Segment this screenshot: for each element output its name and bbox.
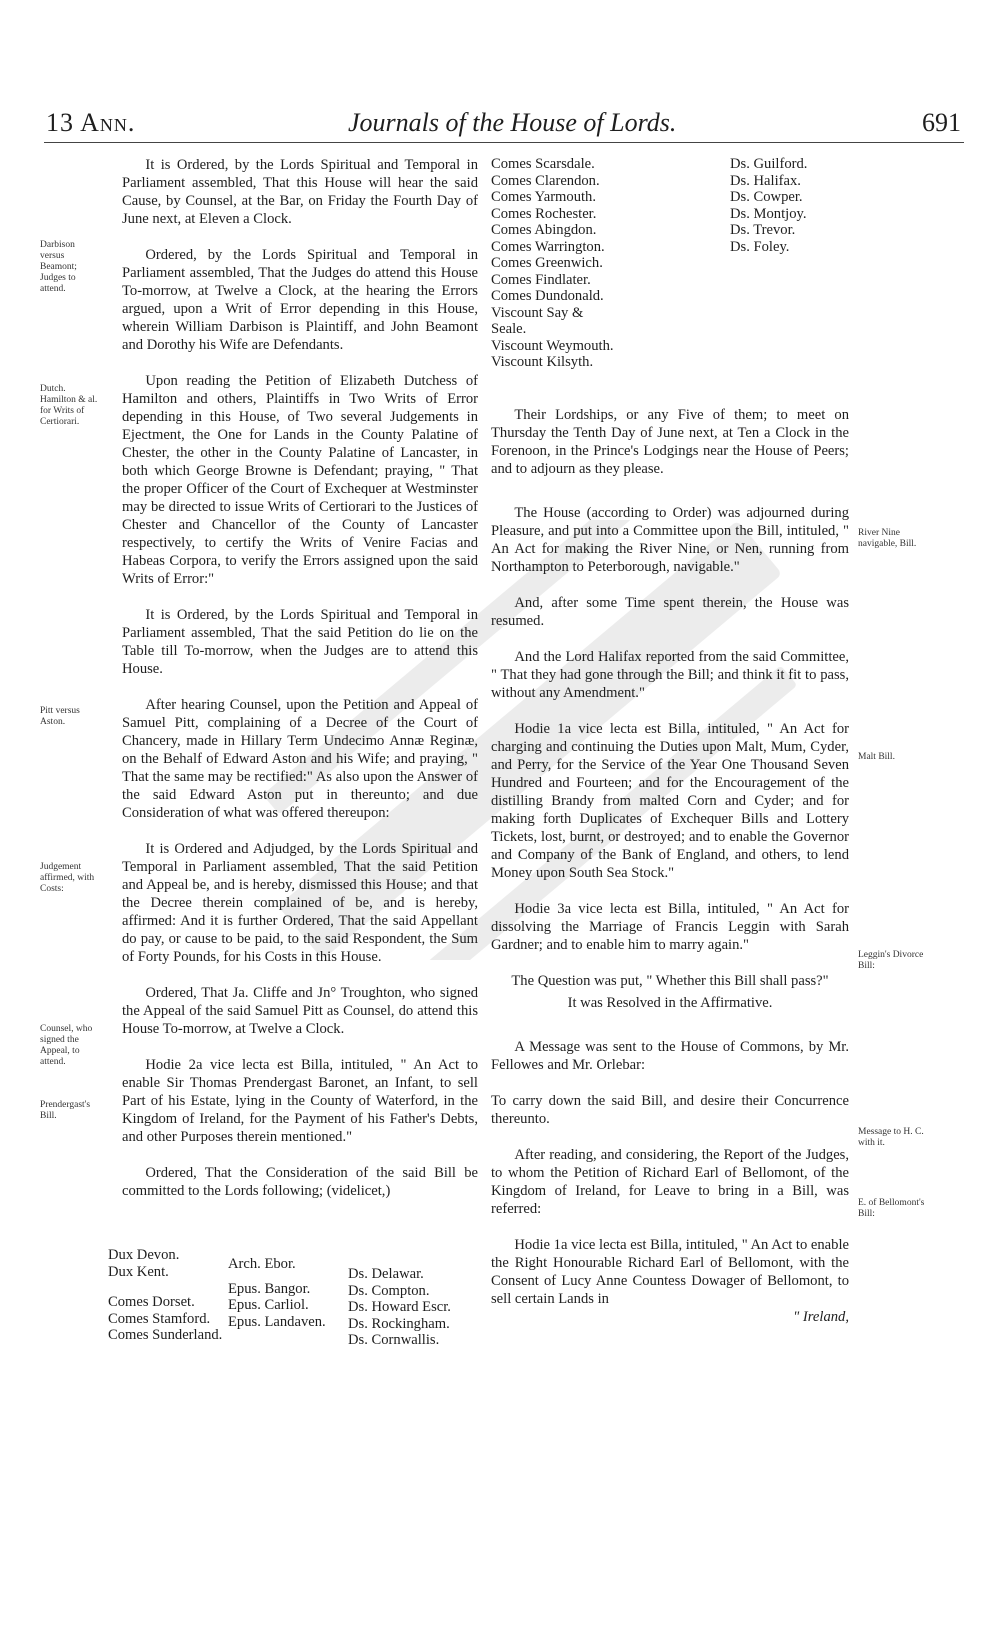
committee-member: Epus. Landaven. <box>228 1313 326 1330</box>
committee-member: Comes Clarendon. <box>491 172 600 189</box>
paragraph-hamilton-petition: Upon reading the Petition of Elizabeth Dutchess of Hamilton and others, Plaintiffs in Two Writs of Error depending in this House, of Two several Judgements in Ejectment, the One for Lands in the County Palatine of Chester, the other in the County Palatine of Lancaster, in both which George Browne is Defendant; praying, " That the proper Officer of the Court of Exchequer at Westminster may be directed to issue Writs of Certiorari to the Justices of Chester and Chancellor of the County of Lancaster respectively, to certify the Writs of Venire Facias and Habeas Corpora, to verify the Errors assigned upon the said Writs of Error:" <box>122 373 478 587</box>
committee-member: Viscount Say & Seale. <box>491 304 584 337</box>
page-number: 691 <box>922 108 961 137</box>
margin-note-counsel: Counsel, who signed the Appeal, to attend. <box>40 1024 93 1067</box>
margin-note-hamilton: Dutch. Hamilton & al. for Writs of Certiorari. <box>40 384 98 427</box>
committee-member: Comes Greenwich. <box>491 255 603 271</box>
paragraph-committee-meet: Their Lordships, or any Five of them; to meet on Thursday the Tenth Day of June next, at Ten a Clock in the Forenoon, in the Prince's Lodgings near the House of Peers; and to adjourn as they please. <box>491 407 849 477</box>
committee-list-dukes-earls <box>108 1247 222 1344</box>
paragraph-house-resumed: And, after some Time spent therein, the House was resumed. <box>491 595 849 629</box>
margin-note-river: River Nine navigable, Bill. <box>858 528 917 549</box>
margin-note-prendergast: Prendergast's Bill. <box>40 1100 91 1121</box>
committee-member: Comes Stamford. <box>108 1310 211 1327</box>
committee-member: Ds. Halifax. <box>730 172 801 189</box>
committee-member: Ds. Guilford. <box>730 156 808 172</box>
right-column <box>491 406 849 1326</box>
paragraph-malt-bill: Hodie 1a vice lecta est Billa, intituled, " An Act for charging and continuing the Duties upon Malt, Mum, Cyder, and Perry, for the Service of the Year One Thousand Seven Hundred and Fourteen; and for the Encouragement of the distilling Brandy from malted Corn and Cyder; and for making forth Duplicates of Exchequer Bills and Lottery Tickets, lost, burnt, or destroyed; and to enable the Governor and Company of the Bank of England, and others, to lend Money upon South Sea Stock." <box>491 721 849 881</box>
committee-member: Comes Dorset. <box>108 1294 195 1310</box>
committee-member: Ds. Howard Escr. <box>348 1299 451 1315</box>
left-column <box>122 156 478 1218</box>
committee-member: Ds. Montjoy. <box>730 205 807 222</box>
margin-note-message: Message to H. C. with it. <box>858 1127 924 1148</box>
paragraph-message-commons: A Message was sent to the House of Commons, by Mr. Fellowes and Mr. Orlebar: <box>491 1039 849 1073</box>
committee-list-barons <box>348 1266 451 1349</box>
committee-member: Comes Sunderland. <box>108 1327 223 1343</box>
catchword: " Ireland, <box>793 1309 849 1325</box>
paragraph-bellomont-report: After reading, and considering, the Report of the Judges, to whom the Petition of Richard Earl of Bellomont, of the Kingdom of Ireland, for Leave to bring in a Bill, was referred: <box>491 1147 849 1217</box>
page-title: Journals of the House of Lords. <box>348 108 677 137</box>
paragraph-counsel-attend: Ordered, That Ja. Cliffe and Jn° Troughton, who signed the Appeal of the said Samuel Pitt as Counsel, do attend this House To-morrow, at Twelve a Clock. <box>122 985 478 1037</box>
committee-member: Viscount Weymouth. <box>491 337 614 354</box>
paragraph-leggin-bill: Hodie 3a vice lecta est Billa, intituled, " An Act for dissolving the Marriage of Francis Leggin with Sarah Gardner; and to enable him to marry again." <box>491 901 849 953</box>
committee-member: Ds. Compton. <box>348 1282 430 1299</box>
margin-note-bellomont: E. of Bellomont's Bill: <box>858 1198 925 1219</box>
committee-member: Epus. Carliol. <box>228 1297 309 1313</box>
committee-member: Viscount Kilsyth. <box>491 354 594 370</box>
committee-member: Comes Scarsdale. <box>491 156 595 172</box>
committee-member: Ds. Cornwallis. <box>348 1332 440 1348</box>
committee-member: Dux Kent. <box>108 1263 169 1280</box>
committee-member: Comes Findlater. <box>491 271 591 288</box>
committee-member: Comes Rochester. <box>491 205 597 222</box>
committee-member: Ds. Delawar. <box>348 1266 424 1282</box>
committee-member: Arch. Ebor. <box>228 1256 296 1272</box>
paragraph-resolved: It was Resolved in the Affirmative. <box>567 995 773 1011</box>
paragraph-petition-lie: It is Ordered, by the Lords Spiritual and Temporal in Parliament assembled, That the said Petition do lie on the Table till To-morrow, when the Judges are to attend this House. <box>122 607 478 677</box>
committee-member: Comes Yarmouth. <box>491 189 597 205</box>
committee-member: Comes Dundonald. <box>491 288 604 304</box>
committee-member: Comes Warrington. <box>491 238 605 255</box>
committee-member: Ds. Trevor. <box>730 222 796 238</box>
margin-note-darbison: Darbison versus Beamont; Judges to attend. <box>40 240 77 294</box>
paragraph-question-put: The Question was put, " Whether this Bill shall pass?" <box>511 973 829 989</box>
header-rule <box>44 142 964 143</box>
committee-list-earls-viscounts <box>491 156 631 371</box>
paragraph-halifax-report: And the Lord Halifax reported from the said Committee, " That they had gone through the Bill; and think it fit to pass, without any Amendment." <box>491 649 849 701</box>
paragraph-hear-cause: It is Ordered, by the Lords Spiritual and Temporal in Parliament assembled, That this House will hear the said Cause, by Counsel, at the Bar, on Friday the Fourth Day of June next, at Eleven a Clock. <box>122 157 478 227</box>
committee-list-bishops <box>228 1256 326 1330</box>
margin-note-leggin: Leggin's Divorce Bill: <box>858 950 924 971</box>
committee-member: Dux Devon. <box>108 1247 180 1263</box>
paragraph-prendergast-bill: Hodie 2a vice lecta est Billa, intituled, " An Act to enable Sir Thomas Prendergast Baronet, an Infant, to sell Part of his Estate, lying in the County of Waterford, in the Kingdom of Ireland, for the Payment of his Father's Debts, and other Purposes therein mentioned." <box>122 1057 478 1145</box>
margin-note-judgement: Judgement affirmed, with Costs: <box>40 862 95 894</box>
paragraph-carry-down: To carry down the said Bill, and desire their Concurrence thereunto. <box>491 1093 849 1127</box>
paragraph-committee-order: Ordered, That the Consideration of the said Bill be committed to the Lords following; (videlicet,) <box>122 1165 478 1199</box>
margin-note-pitt: Pitt versus Aston. <box>40 706 80 727</box>
committee-member: Ds. Foley. <box>730 238 790 255</box>
paragraph-river-nine-bill: The House (according to Order) was adjourned during Pleasure, and put into a Committee upon the Bill, intituled, " An Act for making the River Nine, or Nen, running from Northampton to Peterborough, navigable." <box>491 505 849 575</box>
margin-note-malt: Malt Bill. <box>858 752 895 762</box>
committee-member: Ds. Cowper. <box>730 189 803 205</box>
committee-member: Epus. Bangor. <box>228 1280 311 1297</box>
paragraph-judges-attend: Ordered, by the Lords Spiritual and Temporal in Parliament assembled, That the Judges do attend this House To-morrow, at Twelve a Clock, at the hearing the Errors argued, upon a Writ of Error depending in this House, wherein William Darbison is Plaintiff, and John Beamont and Dorothy his Wife are Defendants. <box>122 247 478 353</box>
regnal-year: 13 Ann. <box>46 108 136 137</box>
paragraph-bellomont-bill: Hodie 1a vice lecta est Billa, intituled, " An Act to enable the Right Honourable Richard Earl of Bellomont, with the Consent of Lucy Anne Countess Dowager of Bellomont, to sell certain Lands in <box>491 1237 849 1307</box>
committee-member: Comes Abingdon. <box>491 222 597 238</box>
paragraph-pitt-appeal: After hearing Counsel, upon the Petition and Appeal of Samuel Pitt, complaining of a Decree of the Court of Chancery, made in Hillary Term Undecimo Annæ Reginæ, on the Behalf of Edward Aston and his Wife; and praying, " That the same may be rectified:" As also upon the Answer of the said Edward Aston put in thereunto; and due Consideration of what was offered thereupon: <box>122 697 478 821</box>
committee-member: Ds. Rockingham. <box>348 1315 450 1332</box>
paragraph-judgement: It is Ordered and Adjudged, by the Lords Spiritual and Temporal in Parliament assembled, That the said Petition and Appeal be, and is hereby, dismissed this House; and that the Decree therein complained of be, and is hereby, affirmed: And it is further Ordered, That the said Appellant do pay, or cause to be paid, to the said Respondent, the Sum of Forty Pounds, for his Costs in this House. <box>122 841 478 965</box>
committee-list-right-barons <box>730 156 807 255</box>
